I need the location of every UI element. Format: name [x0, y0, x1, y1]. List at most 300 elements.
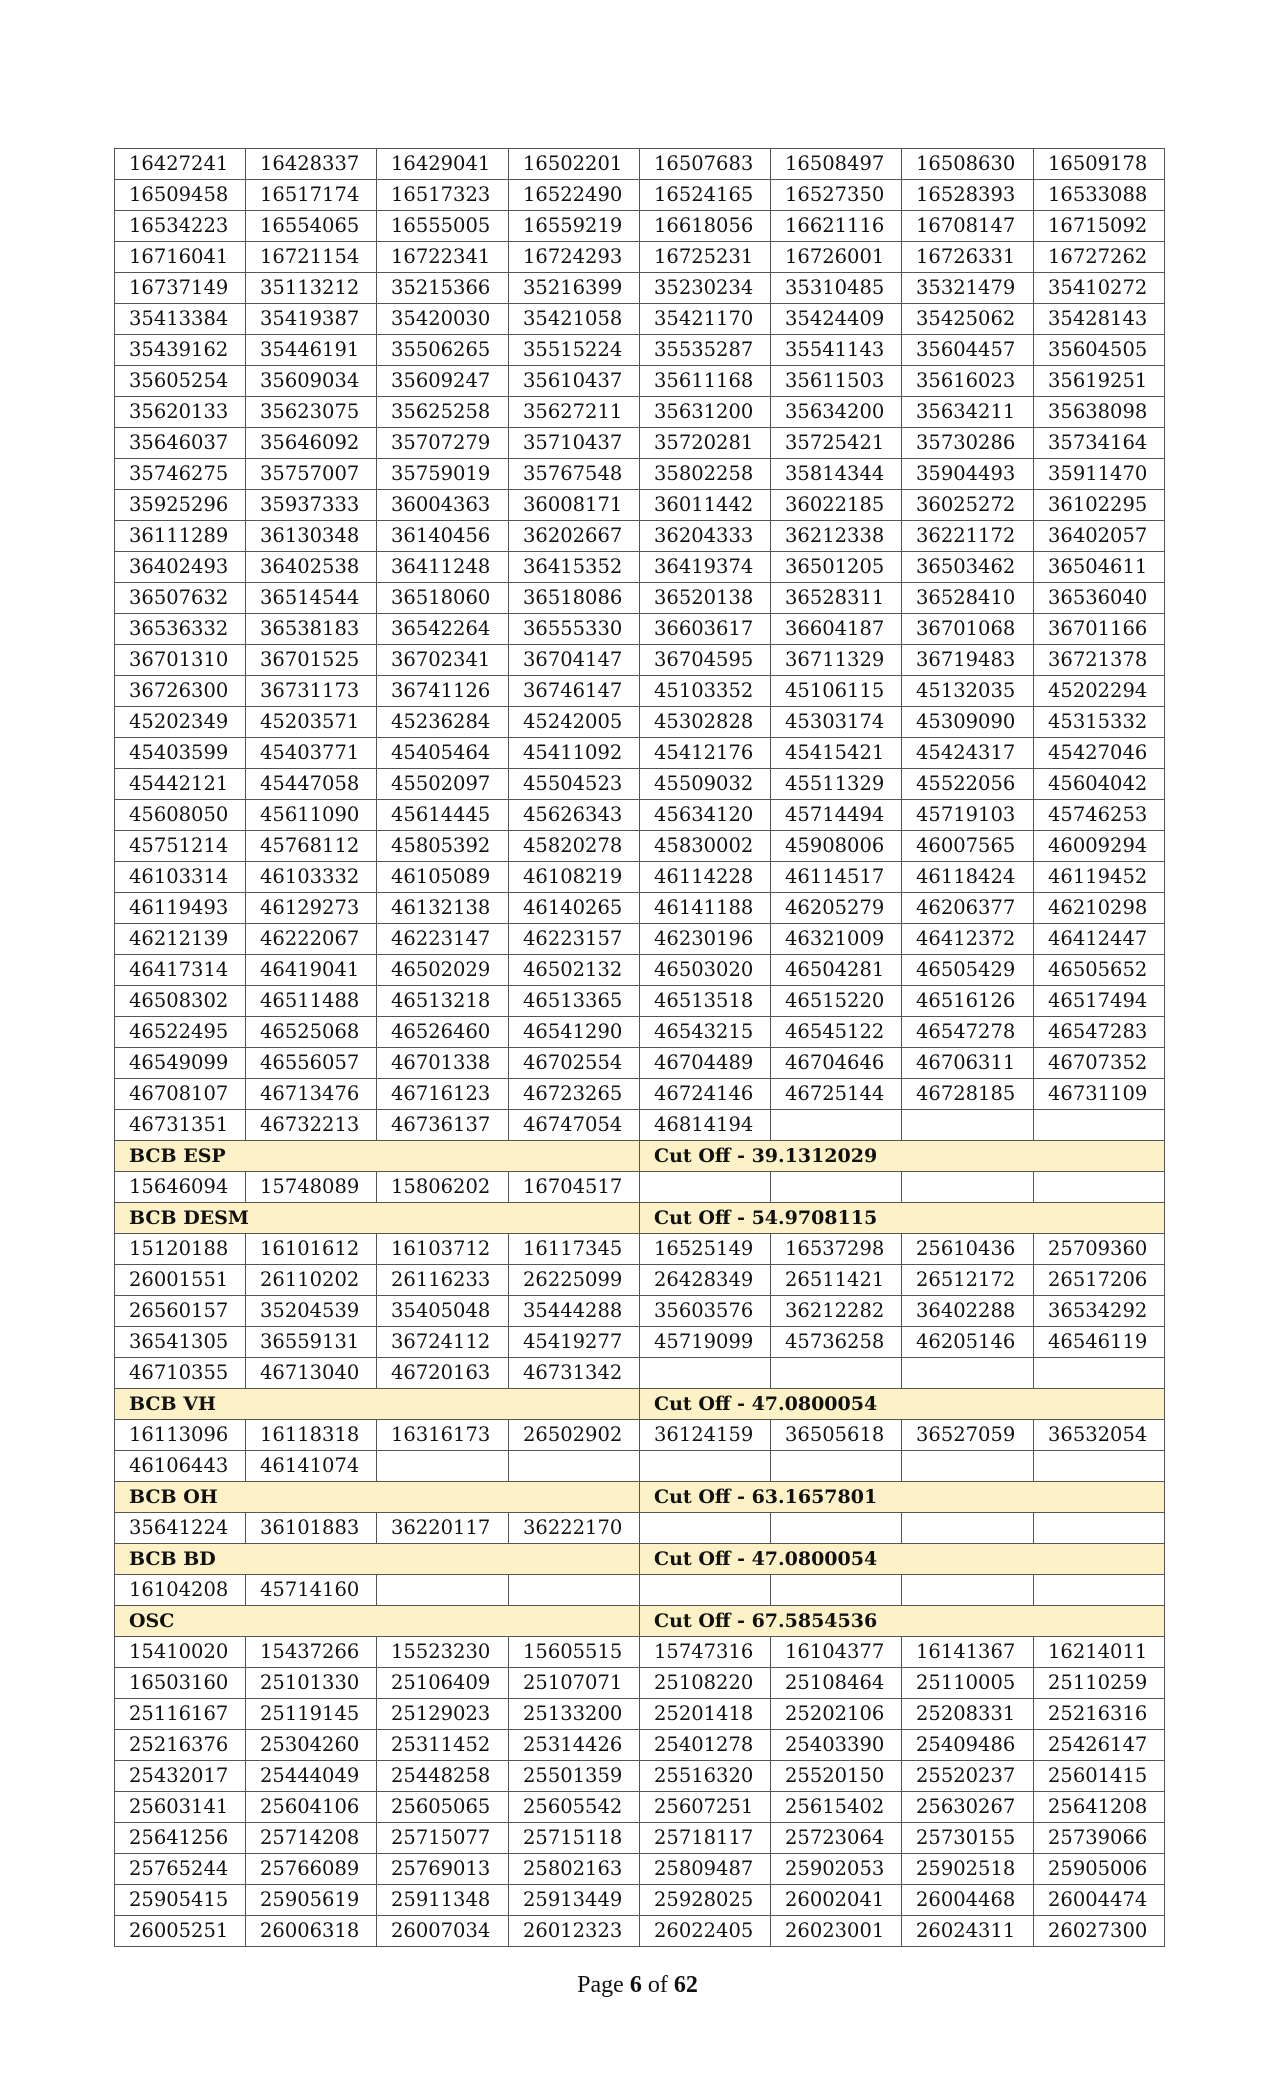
roll-number-cell: 45447058 — [246, 769, 377, 800]
table-row — [115, 1637, 1165, 1668]
table-row — [115, 1296, 1165, 1327]
roll-number-cell: 25605065 — [377, 1792, 509, 1823]
roll-number-cell: 36527059 — [902, 1420, 1034, 1451]
category-header-row — [115, 1203, 1165, 1234]
roll-number-cell: 35634211 — [902, 397, 1034, 428]
roll-number-cell: 36704147 — [509, 645, 640, 676]
roll-number-cell: 46517494 — [1034, 986, 1165, 1017]
roll-number-cell: 16428337 — [246, 149, 377, 180]
roll-number-cell: 25641208 — [1034, 1792, 1165, 1823]
roll-number-cell: 36507632 — [115, 583, 246, 614]
roll-number-cell: 25715077 — [377, 1823, 509, 1854]
roll-number-cell: 36702341 — [377, 645, 509, 676]
roll-number-cell: 16509458 — [115, 180, 246, 211]
roll-number-cell: 25902053 — [771, 1854, 902, 1885]
roll-number-cell: 25902518 — [902, 1854, 1034, 1885]
roll-number-cell: 35641224 — [115, 1513, 246, 1544]
roll-number-cell: 16522490 — [509, 180, 640, 211]
roll-number-cell: 45820278 — [509, 831, 640, 862]
roll-number-cell: 46511488 — [246, 986, 377, 1017]
roll-number-cell: 46119452 — [1034, 862, 1165, 893]
roll-number-cell: 25403390 — [771, 1730, 902, 1761]
roll-number-cell: 25905006 — [1034, 1854, 1165, 1885]
footer-middle: of — [641, 1972, 674, 1998]
roll-number-cell — [902, 1575, 1034, 1606]
roll-number-cell: 16528393 — [902, 180, 1034, 211]
roll-number-cell: 16527350 — [771, 180, 902, 211]
roll-number-cell: 16725231 — [640, 242, 771, 273]
roll-number-cell: 26517206 — [1034, 1265, 1165, 1296]
roll-number-cell: 35746275 — [115, 459, 246, 490]
roll-number-cell: 25119145 — [246, 1699, 377, 1730]
roll-number-cell: 16502201 — [509, 149, 640, 180]
roll-number-cell: 16534223 — [115, 211, 246, 242]
roll-number-cell: 36559131 — [246, 1327, 377, 1358]
roll-number-cell: 45805392 — [377, 831, 509, 862]
roll-number-cell: 46513518 — [640, 986, 771, 1017]
roll-number-cell: 16508630 — [902, 149, 1034, 180]
roll-number-cell: 36124159 — [640, 1420, 771, 1451]
roll-number-cell: 16118318 — [246, 1420, 377, 1451]
roll-number-cell: 45830002 — [640, 831, 771, 862]
roll-number-cell: 46103314 — [115, 862, 246, 893]
roll-number-cell: 16427241 — [115, 149, 246, 180]
roll-number-cell: 45604042 — [1034, 769, 1165, 800]
roll-number-cell: 15410020 — [115, 1637, 246, 1668]
roll-number-cell: 36528311 — [771, 583, 902, 614]
roll-number-cell: 46706311 — [902, 1048, 1034, 1079]
roll-number-cell: 46103332 — [246, 862, 377, 893]
roll-number-cell: 46710355 — [115, 1358, 246, 1389]
table-row — [115, 1575, 1165, 1606]
roll-number-cell — [1034, 1513, 1165, 1544]
table-row — [115, 552, 1165, 583]
roll-number-cell: 26116233 — [377, 1265, 509, 1296]
roll-number-cell: 45302828 — [640, 707, 771, 738]
roll-number-cell — [1034, 1575, 1165, 1606]
roll-number-cell: 16721154 — [246, 242, 377, 273]
category-header-row — [115, 1482, 1165, 1513]
roll-number-cell: 35611168 — [640, 366, 771, 397]
roll-number-cell: 45203571 — [246, 707, 377, 738]
table-row — [115, 645, 1165, 676]
roll-number-cell: 35204539 — [246, 1296, 377, 1327]
roll-number-cell: 36204333 — [640, 521, 771, 552]
roll-number-cell: 35604505 — [1034, 335, 1165, 366]
roll-number-cell — [771, 1358, 902, 1389]
roll-number-cell: 25809487 — [640, 1854, 771, 1885]
table-row — [115, 707, 1165, 738]
roll-number-cell: 36402493 — [115, 552, 246, 583]
roll-number-cell: 36555330 — [509, 614, 640, 645]
table-row — [115, 397, 1165, 428]
roll-number-cell: 25133200 — [509, 1699, 640, 1730]
roll-number-cell: 25401278 — [640, 1730, 771, 1761]
table-row — [115, 614, 1165, 645]
roll-number-cell: 25216316 — [1034, 1699, 1165, 1730]
roll-number-cell: 16618056 — [640, 211, 771, 242]
table-row — [115, 180, 1165, 211]
roll-number-cell: 25107071 — [509, 1668, 640, 1699]
roll-number-cell: 25304260 — [246, 1730, 377, 1761]
roll-number-cell: 35609247 — [377, 366, 509, 397]
roll-number-cell: 46547278 — [902, 1017, 1034, 1048]
table-row — [115, 1451, 1165, 1482]
roll-number-cell: 16104377 — [771, 1637, 902, 1668]
roll-number-cell: 36604187 — [771, 614, 902, 645]
roll-number-cell: 25110005 — [902, 1668, 1034, 1699]
roll-number-cell: 35541143 — [771, 335, 902, 366]
roll-number-cell: 46503020 — [640, 955, 771, 986]
roll-number-cell: 35631200 — [640, 397, 771, 428]
roll-number-cell: 46132138 — [377, 893, 509, 924]
table-row — [115, 459, 1165, 490]
roll-number-cell — [640, 1358, 771, 1389]
roll-number-cell: 46118424 — [902, 862, 1034, 893]
roll-number-cell: 46206377 — [902, 893, 1034, 924]
roll-number-cell: 36731173 — [246, 676, 377, 707]
roll-number-cell: 35446191 — [246, 335, 377, 366]
roll-number-cell: 46105089 — [377, 862, 509, 893]
roll-number-cell: 25444049 — [246, 1761, 377, 1792]
roll-number-cell: 25714208 — [246, 1823, 377, 1854]
roll-number-cell: 16724293 — [509, 242, 640, 273]
roll-number-cell — [1034, 1451, 1165, 1482]
roll-number-cell: 25615402 — [771, 1792, 902, 1823]
table-row — [115, 1234, 1165, 1265]
table-row — [115, 1792, 1165, 1823]
roll-number-cell: 16727262 — [1034, 242, 1165, 273]
roll-number-cell: 36101883 — [246, 1513, 377, 1544]
table-row — [115, 1327, 1165, 1358]
roll-number-cell: 25426147 — [1034, 1730, 1165, 1761]
roll-number-cell: 35321479 — [902, 273, 1034, 304]
roll-number-cell: 35410272 — [1034, 273, 1165, 304]
roll-number-cell: 35535287 — [640, 335, 771, 366]
roll-number-cell: 25905619 — [246, 1885, 377, 1916]
roll-number-cell: 35634200 — [771, 397, 902, 428]
roll-number-cell: 16726001 — [771, 242, 902, 273]
roll-number-cell: 36111289 — [115, 521, 246, 552]
roll-number-cell — [640, 1172, 771, 1203]
roll-number-cell: 46708107 — [115, 1079, 246, 1110]
roll-number-cell: 35420030 — [377, 304, 509, 335]
roll-number-cell: 45502097 — [377, 769, 509, 800]
roll-number-cell: 36140456 — [377, 521, 509, 552]
roll-number-cell: 25607251 — [640, 1792, 771, 1823]
category-header-row — [115, 1389, 1165, 1420]
roll-number-cell: 35707279 — [377, 428, 509, 459]
roll-number-cell: 25129023 — [377, 1699, 509, 1730]
roll-number-cell: 16104208 — [115, 1575, 246, 1606]
roll-number-cell: 16429041 — [377, 149, 509, 180]
roll-number-cell: 16524165 — [640, 180, 771, 211]
roll-number-cell: 45626343 — [509, 800, 640, 831]
category-header-row — [115, 1544, 1165, 1575]
roll-number-cell: 36532054 — [1034, 1420, 1165, 1451]
roll-number-cell: 25769013 — [377, 1854, 509, 1885]
category-header-row — [115, 1141, 1165, 1172]
roll-number-cell — [902, 1172, 1034, 1203]
roll-number-cell: 36212338 — [771, 521, 902, 552]
roll-number-cell: 16621116 — [771, 211, 902, 242]
roll-number-cell: 25314426 — [509, 1730, 640, 1761]
table-row — [115, 1017, 1165, 1048]
roll-number-cell: 16716041 — [115, 242, 246, 273]
roll-number-cell: 35619251 — [1034, 366, 1165, 397]
roll-number-cell: 46723265 — [509, 1079, 640, 1110]
roll-number-cell: 36536040 — [1034, 583, 1165, 614]
roll-number-cell: 36536332 — [115, 614, 246, 645]
roll-number-cell: 45504523 — [509, 769, 640, 800]
roll-number-cell: 16533088 — [1034, 180, 1165, 211]
roll-number-cell: 25202106 — [771, 1699, 902, 1730]
roll-number-cell: 16537298 — [771, 1234, 902, 1265]
roll-number-cell: 36402538 — [246, 552, 377, 583]
roll-number-cell: 45509032 — [640, 769, 771, 800]
table-row — [115, 366, 1165, 397]
roll-number-cell: 36025272 — [902, 490, 1034, 521]
roll-number-cell: 46106443 — [115, 1451, 246, 1482]
roll-number-cell: 35911470 — [1034, 459, 1165, 490]
roll-number-cell: 46731351 — [115, 1110, 246, 1141]
roll-number-cell: 46731109 — [1034, 1079, 1165, 1110]
roll-number-cell — [1034, 1110, 1165, 1141]
roll-number-cell: 46725144 — [771, 1079, 902, 1110]
table-row — [115, 1699, 1165, 1730]
roll-number-cell: 16737149 — [115, 273, 246, 304]
roll-number-cell: 46713040 — [246, 1358, 377, 1389]
roll-number-cell: 25913449 — [509, 1885, 640, 1916]
roll-number-cell: 26110202 — [246, 1265, 377, 1296]
table-row — [115, 490, 1165, 521]
roll-number-cell: 26027300 — [1034, 1916, 1165, 1947]
category-label: OSC — [115, 1606, 640, 1637]
roll-number-cell: 36711329 — [771, 645, 902, 676]
roll-number-cell: 46417314 — [115, 955, 246, 986]
roll-number-cell: 25630267 — [902, 1792, 1034, 1823]
roll-number-cell — [771, 1513, 902, 1544]
roll-number-cell: 45714160 — [246, 1575, 377, 1606]
roll-number-cell: 26007034 — [377, 1916, 509, 1947]
roll-number-cell: 46504281 — [771, 955, 902, 986]
roll-number-cell: 45511329 — [771, 769, 902, 800]
roll-number-cell: 35802258 — [640, 459, 771, 490]
roll-number-cell: 35610437 — [509, 366, 640, 397]
roll-number-cell: 35428143 — [1034, 304, 1165, 335]
category-label: BCB OH — [115, 1482, 640, 1513]
roll-number-cell: 45746253 — [1034, 800, 1165, 831]
roll-number-cell: 16722341 — [377, 242, 509, 273]
roll-number-cell: 36220117 — [377, 1513, 509, 1544]
roll-number-cell: 35605254 — [115, 366, 246, 397]
table-row — [115, 211, 1165, 242]
roll-number-cell: 35646037 — [115, 428, 246, 459]
roll-number-cell: 25601415 — [1034, 1761, 1165, 1792]
page-number-footer — [0, 1972, 1275, 1999]
roll-number-cell: 46223157 — [509, 924, 640, 955]
roll-number-cell: 26006318 — [246, 1916, 377, 1947]
roll-number-cell: 35424409 — [771, 304, 902, 335]
roll-number-cell: 45751214 — [115, 831, 246, 862]
roll-number-cell — [902, 1110, 1034, 1141]
roll-number-cell: 36701166 — [1034, 614, 1165, 645]
roll-number-cell — [902, 1358, 1034, 1389]
roll-number-cell: 45315332 — [1034, 707, 1165, 738]
roll-number-cell: 26428349 — [640, 1265, 771, 1296]
roll-number-cell: 35710437 — [509, 428, 640, 459]
roll-number-cell: 45202349 — [115, 707, 246, 738]
roll-number-cell: 46702554 — [509, 1048, 640, 1079]
footer-page-number: 6 — [629, 1972, 642, 1998]
table-row — [115, 1823, 1165, 1854]
roll-number-cell: 46502029 — [377, 955, 509, 986]
roll-number-cell: 46545122 — [771, 1017, 902, 1048]
roll-number-cell: 46230196 — [640, 924, 771, 955]
roll-number-cell: 36542264 — [377, 614, 509, 645]
roll-number-cell: 25448258 — [377, 1761, 509, 1792]
roll-number-cell: 36603617 — [640, 614, 771, 645]
roll-number-cell: 26004468 — [902, 1885, 1034, 1916]
roll-number-cell: 45419277 — [509, 1327, 640, 1358]
roll-number-cell: 36102295 — [1034, 490, 1165, 521]
roll-number-cell: 36726300 — [115, 676, 246, 707]
roll-number-cell: 36746147 — [509, 676, 640, 707]
cutoff-value: Cut Off - 67.5854536 — [640, 1606, 1165, 1637]
roll-number-cell — [1034, 1172, 1165, 1203]
roll-number-cell: 45714494 — [771, 800, 902, 831]
roll-number-cell: 35767548 — [509, 459, 640, 490]
roll-number-cell — [509, 1575, 640, 1606]
roll-number-cell: 25911348 — [377, 1885, 509, 1916]
roll-number-cell: 35425062 — [902, 304, 1034, 335]
roll-number-cell: 35216399 — [509, 273, 640, 304]
roll-number-cell: 35444288 — [509, 1296, 640, 1327]
roll-number-cell: 45736258 — [771, 1327, 902, 1358]
roll-number-cell: 15437266 — [246, 1637, 377, 1668]
table-row — [115, 1358, 1165, 1389]
roll-number-cell: 26511421 — [771, 1265, 902, 1296]
roll-number-cell — [377, 1575, 509, 1606]
cutoff-value: Cut Off - 54.9708115 — [640, 1203, 1165, 1234]
roll-number-cell: 25905415 — [115, 1885, 246, 1916]
roll-number-cell: 16503160 — [115, 1668, 246, 1699]
category-label: BCB BD — [115, 1544, 640, 1575]
roll-number-cell — [1034, 1358, 1165, 1389]
roll-number-cell: 36534292 — [1034, 1296, 1165, 1327]
roll-number-cell: 46516126 — [902, 986, 1034, 1017]
roll-number-cell: 46140265 — [509, 893, 640, 924]
roll-number-cell: 46747054 — [509, 1110, 640, 1141]
roll-number-cell: 36004363 — [377, 490, 509, 521]
roll-number-cell: 46522495 — [115, 1017, 246, 1048]
table-row — [115, 149, 1165, 180]
roll-number-cell: 46724146 — [640, 1079, 771, 1110]
table-row — [115, 924, 1165, 955]
roll-number-cell: 15747316 — [640, 1637, 771, 1668]
roll-number-cell: 36704595 — [640, 645, 771, 676]
cutoff-value: Cut Off - 47.0800054 — [640, 1544, 1165, 1575]
roll-number-cell: 35310485 — [771, 273, 902, 304]
roll-number-cell: 25108220 — [640, 1668, 771, 1699]
roll-number-cell: 25718117 — [640, 1823, 771, 1854]
roll-number-cell: 35230234 — [640, 273, 771, 304]
roll-number-cell: 45719099 — [640, 1327, 771, 1358]
roll-number-cell: 25765244 — [115, 1854, 246, 1885]
roll-number-cell: 36538183 — [246, 614, 377, 645]
table-row — [115, 1854, 1165, 1885]
table-row — [115, 1513, 1165, 1544]
roll-number-cell: 15605515 — [509, 1637, 640, 1668]
roll-number-cell: 25501359 — [509, 1761, 640, 1792]
roll-number-cell: 35904493 — [902, 459, 1034, 490]
roll-number-cell: 35421058 — [509, 304, 640, 335]
cutoff-value: Cut Off - 63.1657801 — [640, 1482, 1165, 1513]
roll-number-cell: 35937333 — [246, 490, 377, 521]
roll-number-cell: 25520237 — [902, 1761, 1034, 1792]
table-row — [115, 955, 1165, 986]
roll-number-cell: 35627211 — [509, 397, 640, 428]
roll-number-cell: 25520150 — [771, 1761, 902, 1792]
roll-number-cell: 35506265 — [377, 335, 509, 366]
roll-number-cell: 45611090 — [246, 800, 377, 831]
roll-number-cell: 46141188 — [640, 893, 771, 924]
roll-number-cell: 16715092 — [1034, 211, 1165, 242]
roll-number-cell: 35730286 — [902, 428, 1034, 459]
roll-number-cell: 36504611 — [1034, 552, 1165, 583]
roll-number-cell: 16101612 — [246, 1234, 377, 1265]
roll-number-cell: 46736137 — [377, 1110, 509, 1141]
roll-number-cell — [771, 1575, 902, 1606]
roll-number-cell: 45608050 — [115, 800, 246, 831]
table-row — [115, 893, 1165, 924]
roll-number-cell: 25101330 — [246, 1668, 377, 1699]
roll-number-cell: 36130348 — [246, 521, 377, 552]
table-row — [115, 335, 1165, 366]
roll-number-cell: 35421170 — [640, 304, 771, 335]
table-row — [115, 769, 1165, 800]
roll-number-cell: 35720281 — [640, 428, 771, 459]
roll-number-cell: 25605542 — [509, 1792, 640, 1823]
roll-number-cell: 36415352 — [509, 552, 640, 583]
roll-number-cell: 46321009 — [771, 924, 902, 955]
roll-number-cell — [902, 1513, 1034, 1544]
table-row — [115, 1885, 1165, 1916]
roll-number-cell: 35638098 — [1034, 397, 1165, 428]
roll-number-cell: 36701310 — [115, 645, 246, 676]
roll-number-cell: 46704489 — [640, 1048, 771, 1079]
roll-number-cell: 46556057 — [246, 1048, 377, 1079]
roll-number-cell: 35413384 — [115, 304, 246, 335]
roll-number-cell: 45614445 — [377, 800, 509, 831]
table-row — [115, 676, 1165, 707]
roll-number-cell: 25116167 — [115, 1699, 246, 1730]
roll-number-cell — [902, 1451, 1034, 1482]
roll-number-cell — [771, 1110, 902, 1141]
table-row — [115, 800, 1165, 831]
table-row — [115, 831, 1165, 862]
roll-number-cell: 16509178 — [1034, 149, 1165, 180]
roll-number-cell: 35646092 — [246, 428, 377, 459]
roll-number-cell: 45908006 — [771, 831, 902, 862]
roll-number-cell: 36701525 — [246, 645, 377, 676]
roll-number-cell: 16517323 — [377, 180, 509, 211]
roll-number-cell: 16517174 — [246, 180, 377, 211]
roll-number-cell: 36520138 — [640, 583, 771, 614]
table-row — [115, 1761, 1165, 1792]
roll-number-cell: 45303174 — [771, 707, 902, 738]
roll-number-cell: 36419374 — [640, 552, 771, 583]
